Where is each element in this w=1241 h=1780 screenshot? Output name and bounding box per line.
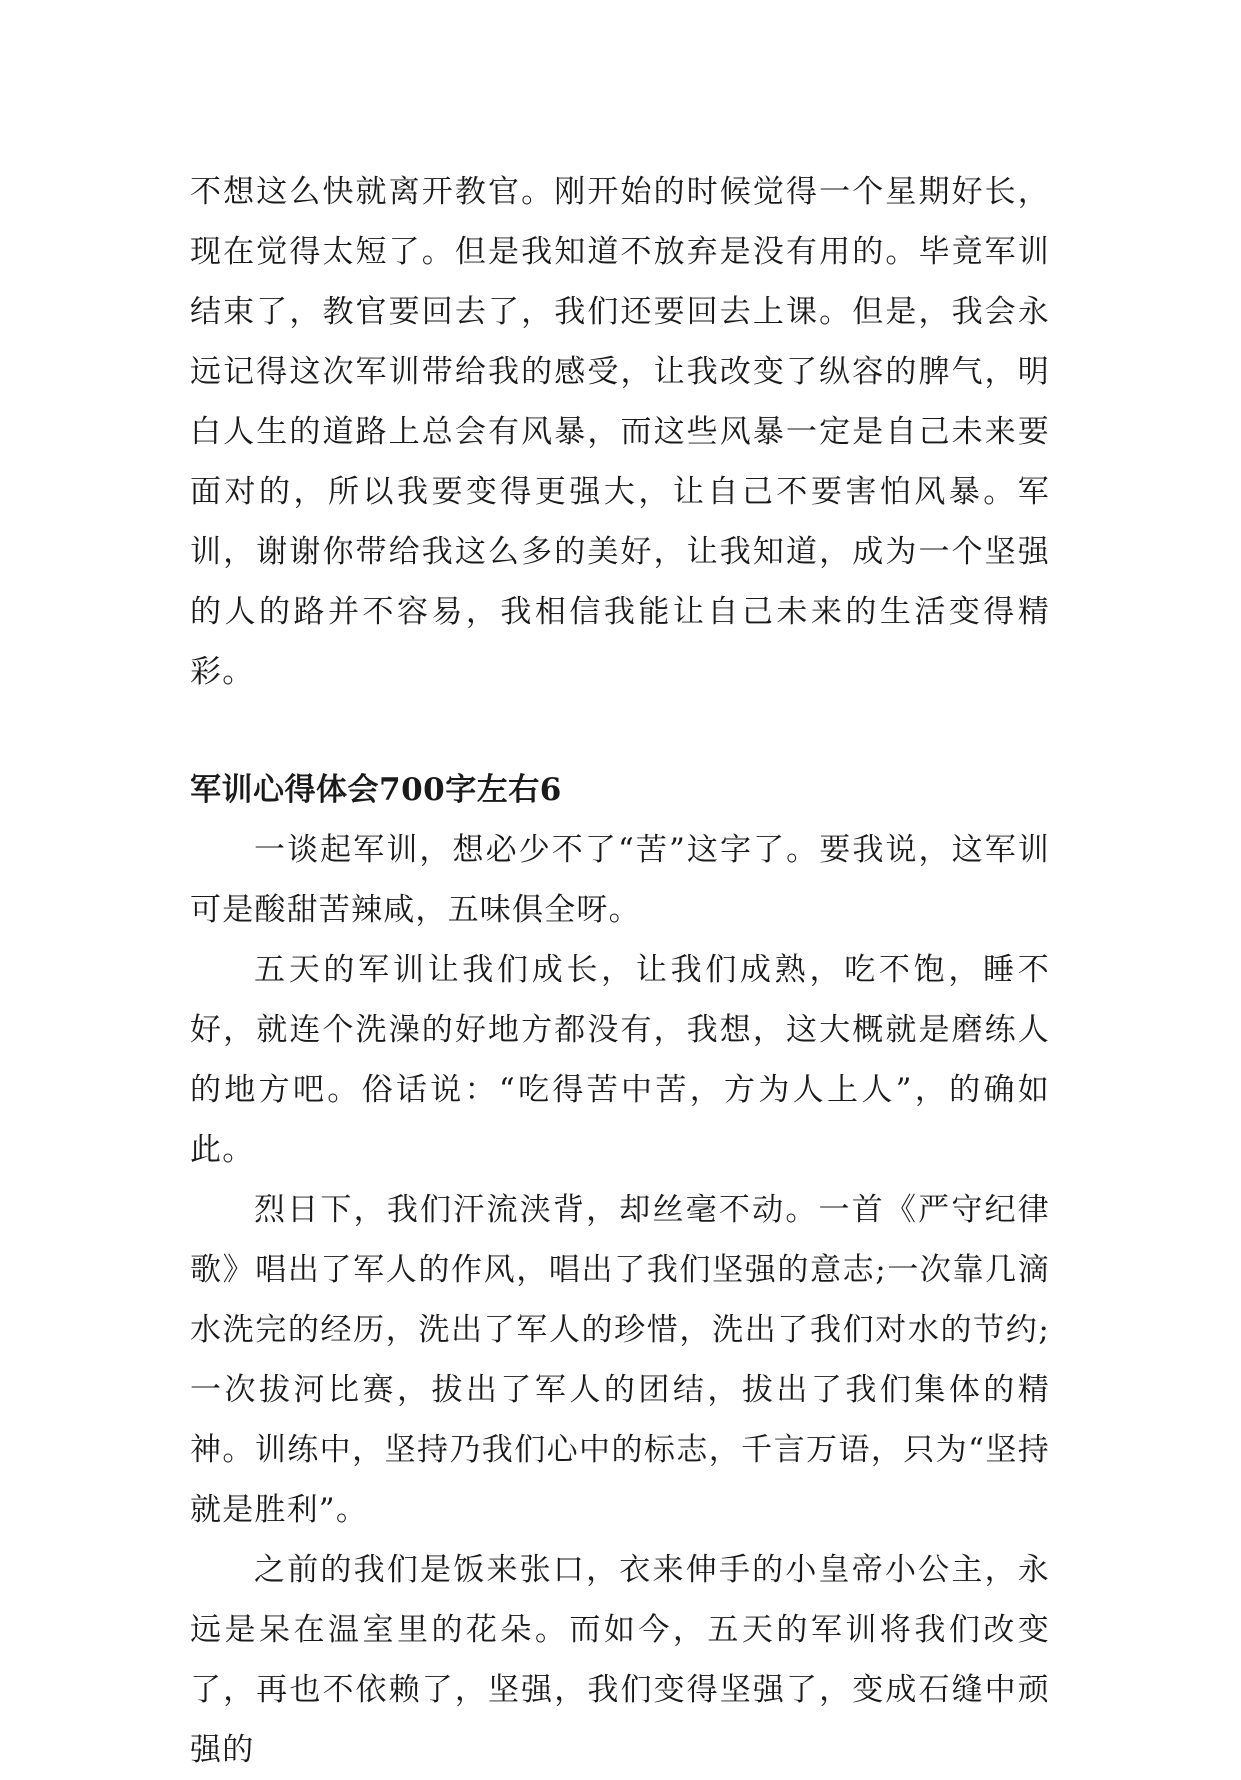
paragraph-1: 一谈起军训，想必少不了“苦”这字了。要我说，这军训可是酸甜苦辣咸，五味俱全呀。 xyxy=(190,832,1050,928)
paragraph-4: 之前的我们是饭来张口，衣来伸手的小皇帝小公主，永远是呆在温室里的花朵。而如今，五天的军训将我们改变了，再也不依赖了，坚强，我们变得坚强了，变成石缝中顽强的 xyxy=(190,1552,1050,1768)
paragraph-2: 五天的军训让我们成长，让我们成熟，吃不饱，睡不好，就连个洗澡的好地方都没有，我想，这大概就是磨练人的地方吧。俗话说：“吃得苦中苦，方为人上人”，的确如此。 xyxy=(190,952,1050,1168)
document-body xyxy=(190,162,1050,1780)
continued-paragraph: 不想这么快就离开教官。刚开始的时候觉得一个星期好长，现在觉得太短了。但是我知道不放弃是没有用的。毕竟军训结束了，教官要回去了，我们还要回去上课。但是，我会永远记得这次军训带给我的感受，让我改变了纵容的脾气，明白人生的道路上总会有风暴，而这些风暴一定是自己未来要面对的，所以我要变得更强大，让自己不要害怕风暴。军训，谢谢你带给我这么多的美好，让我知道，成为一个坚强的人的路并不容易，我相信我能让自己未来的生活变得精彩。 xyxy=(190,174,1050,690)
section-title: 军训心得体会700字左右6 xyxy=(190,772,562,808)
paragraph-3: 烈日下，我们汗流浃背，却丝毫不动。一首《严守纪律歌》唱出了军人的作风，唱出了我们坚强的意志;一次靠几滴水洗完的经历，洗出了军人的珍惜，洗出了我们对水的节约;一次拔河比赛，拔出了军人的团结，拔出了我们集体的精神。训练中，坚持乃我们心中的标志，千言万语，只为“坚持就是胜利”。 xyxy=(190,1192,1050,1528)
